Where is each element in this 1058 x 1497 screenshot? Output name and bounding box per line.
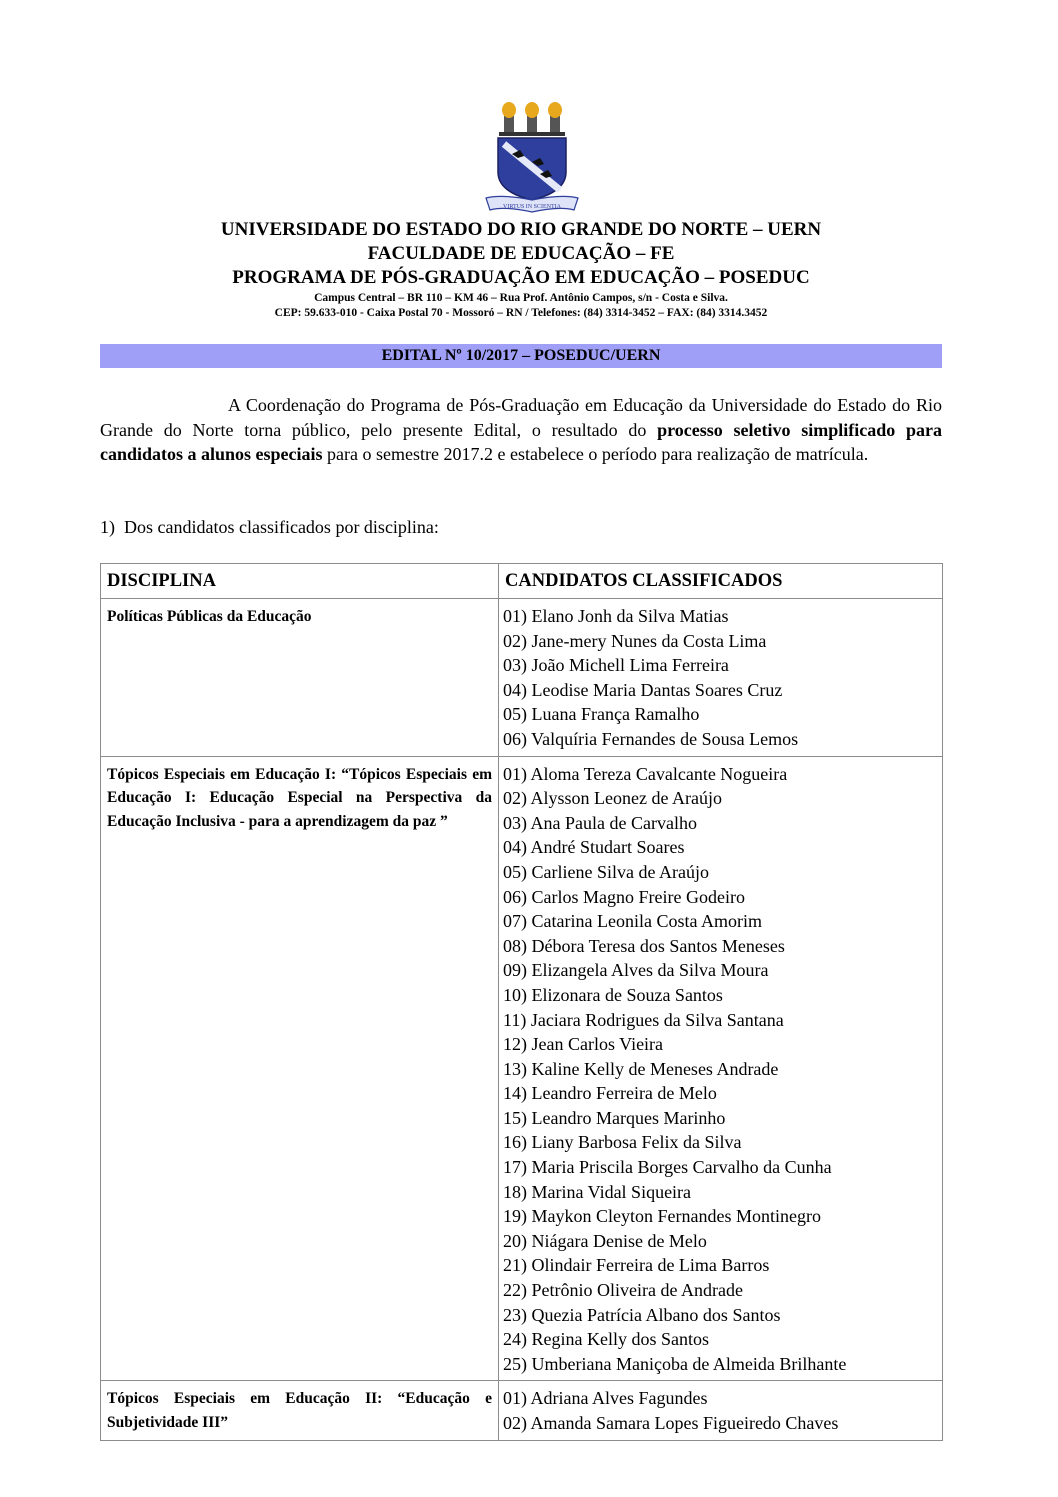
candidate-item: 04) André Studart Soares	[503, 837, 685, 858]
candidate-item: 01) Adriana Alves Fagundes	[503, 1388, 708, 1409]
university-name: UNIVERSIDADE DO ESTADO DO RIO GRANDE DO NORTE – UERN	[220, 219, 822, 240]
discipline-cell: Tópicos Especiais em Educação II: “Educação e Subjetividade III”	[101, 1381, 499, 1441]
program-name: PROGRAMA DE PÓS-GRADUAÇÃO EM EDUCAÇÃO – POSEDUC	[232, 267, 810, 288]
faculty-name: FACULDADE DE EDUCAÇÃO – FE	[367, 243, 675, 264]
table-row	[101, 1381, 943, 1441]
candidate-item: 22) Petrônio Oliveira de Andrade	[503, 1280, 743, 1301]
candidate-item: 15) Leandro Marques Marinho	[503, 1107, 726, 1128]
candidates-cell	[499, 1381, 943, 1441]
candidate-item: 05) Luana França Ramalho	[503, 704, 700, 725]
candidate-item: 04) Leodise Maria Dantas Soares Cruz	[503, 679, 783, 700]
column-header-discipline: DISCIPLINA	[101, 564, 499, 599]
candidate-item: 09) Elizangela Alves da Silva Moura	[503, 960, 769, 981]
candidate-item: 08) Débora Teresa dos Santos Meneses	[503, 935, 785, 956]
table-row	[101, 756, 943, 1381]
candidate-item: 11) Jaciara Rodrigues da Silva Santana	[503, 1009, 784, 1030]
candidate-item: 18) Marina Vidal Siqueira	[503, 1181, 692, 1202]
discipline-cell: Tópicos Especiais em Educação I: “Tópicos Especiais em Educação I: Educação Especial na Perspectiva da Educação Inclusiva - para a aprendizagem da paz ”	[101, 756, 499, 1381]
candidate-item: 03) João Michell Lima Ferreira	[503, 655, 729, 676]
candidate-item: 06) Valquíria Fernandes de Sousa Lemos	[503, 728, 799, 749]
edital-title: EDITAL Nº 10/2017 – POSEDUC/UERN	[100, 344, 942, 368]
candidates-cell	[499, 599, 943, 757]
candidate-item: 01) Aloma Tereza Cavalcante Nogueira	[503, 763, 788, 784]
torch-icon	[499, 102, 565, 136]
results-table	[100, 563, 943, 1441]
candidate-item: 17) Maria Priscila Borges Carvalho da Cunha	[503, 1157, 832, 1178]
column-header-candidates: CANDIDATOS CLASSIFICADOS	[499, 564, 943, 599]
candidates-cell	[499, 756, 943, 1381]
discipline-cell: Políticas Públicas da Educação	[101, 599, 499, 757]
candidate-item: 24) Regina Kelly dos Santos	[503, 1329, 709, 1350]
section-heading: 1) Dos candidatos classificados por disciplina:	[100, 517, 439, 537]
table-row	[101, 599, 943, 757]
address-line-2: CEP: 59.633-010 - Caixa Postal 70 - Mossoró – RN / Telefones: (84) 3314-3452 – FAX: (84) 3314.3452	[274, 307, 768, 319]
candidate-item: 05) Carliene Silva de Araújo	[503, 861, 709, 882]
candidate-item: 02) Alysson Leonez de Araújo	[503, 788, 722, 809]
motto-text: VIRTUS IN SCIENTIA	[503, 204, 561, 210]
candidate-item: 19) Maykon Cleyton Fernandes Montinegro	[503, 1206, 821, 1227]
candidate-item: 10) Elizonara de Souza Santos	[503, 984, 723, 1005]
intro-text-2: para o semestre 2017.2 e estabelece o período para realização de matrícula.	[322, 444, 869, 464]
intro-bold: processo seletivo simplificado para candidatos a alunos especiais	[100, 419, 942, 464]
candidate-item: 03) Ana Paula de Carvalho	[503, 812, 697, 833]
candidate-item: 21) Olindair Ferreira de Lima Barros	[503, 1255, 770, 1276]
candidate-item: 14) Leandro Ferreira de Melo	[503, 1083, 717, 1104]
candidate-item: 13) Kaline Kelly de Meneses Andrade	[503, 1058, 779, 1079]
uern-crest-logo	[482, 100, 582, 216]
candidate-item: 23) Quezia Patrícia Albano dos Santos	[503, 1304, 781, 1325]
candidate-item: 06) Carlos Magno Freire Godeiro	[503, 886, 745, 907]
address-line-1: Campus Central – BR 110 – KM 46 – Rua Prof. Antônio Campos, s/n - Costa e Silva.	[314, 292, 728, 304]
candidate-item: 01) Elano Jonh da Silva Matias	[503, 606, 729, 626]
table-header-row	[101, 564, 943, 599]
candidate-item: 02) Jane-mery Nunes da Costa Lima	[503, 630, 767, 651]
intro-paragraph	[100, 393, 942, 467]
candidate-item: 07) Catarina Leonila Costa Amorim	[503, 911, 762, 932]
candidate-item: 16) Liany Barbosa Felix da Silva	[503, 1132, 742, 1153]
candidate-item: 12) Jean Carlos Vieira	[503, 1034, 664, 1055]
candidate-item: 02) Amanda Samara Lopes Figueiredo Chaves	[503, 1413, 839, 1433]
intro-text-1: A Coordenação do Programa de Pós-Graduação em Educação da Universidade do Estado do Rio Grande do Norte torna público, pelo presente Edital, o resultado do	[100, 395, 942, 440]
candidate-item: 25) Umberiana Maniçoba de Almeida Brilhante	[503, 1353, 847, 1374]
candidate-item: 20) Niágara Denise de Melo	[503, 1230, 707, 1251]
